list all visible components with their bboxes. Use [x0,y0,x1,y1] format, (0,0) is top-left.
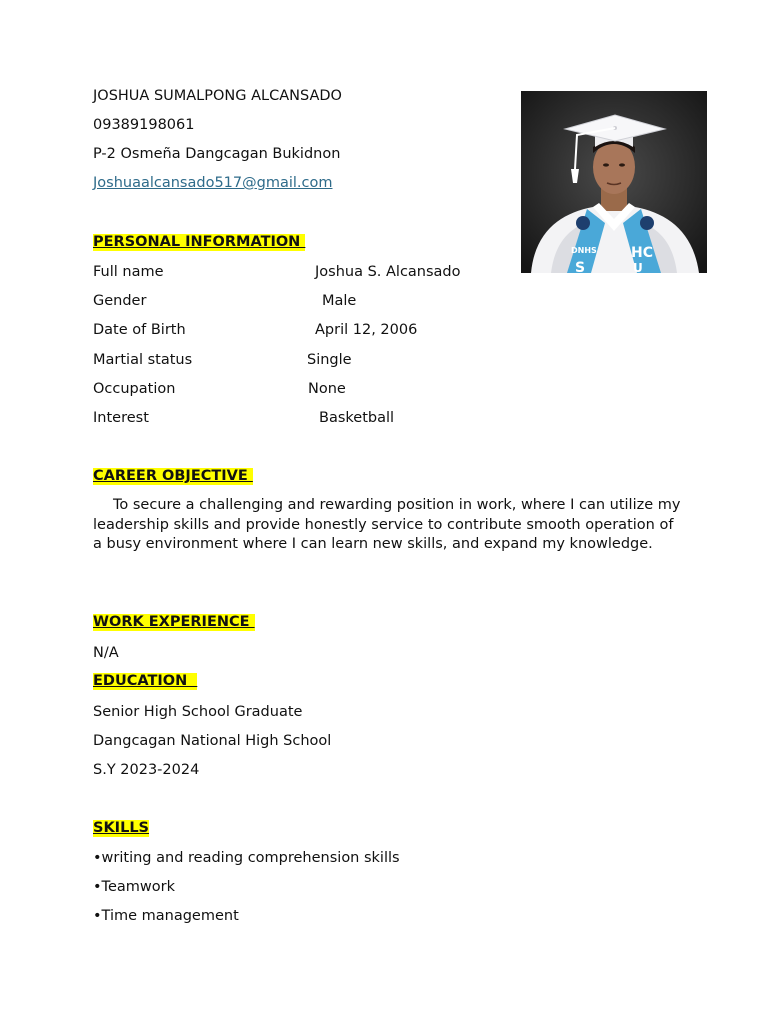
svg-text:U: U [633,261,643,273]
career-objective-text: To secure a challenging and rewarding position in work, where I can utilize my leadership skills and provide honestly service to contribute smooth operation of a busy environment where I can learn new skills, and expand my knowledge. [93,497,681,553]
profile-photo [521,91,707,273]
skills-heading: SKILLS [93,820,149,836]
phone-number: 09389198061 [93,117,195,133]
date-of-birth-value: April 12, 2006 [315,322,418,338]
applicant-name: JOSHUA SUMALPONG ALCANSADO [93,88,342,104]
gender-label: Gender [93,293,147,309]
graduation-portrait-photo-icon [521,91,707,273]
career-objective-heading: CAREER OBJECTIVE [93,468,253,484]
education-line: Senior High School Graduate [93,704,303,720]
education-line: Dangcagan National High School [93,733,332,749]
work-experience-text: N/A [93,645,119,661]
date-of-birth-label: Date of Birth [93,322,186,338]
skill-item: •Time management [93,908,239,924]
skill-item: •writing and reading comprehension skills [93,850,400,866]
occupation-value: None [308,381,346,397]
interest-value: Basketball [319,410,395,426]
svg-text:HC: HC [631,245,653,261]
svg-text:S: S [575,260,586,273]
marital-status-value: Single [307,352,352,368]
interest-label: Interest [93,410,149,426]
personal-information-heading: PERSONAL INFORMATION [93,234,306,250]
full-name-label: Full name [93,264,164,280]
education-line: S.Y 2023-2024 [93,762,200,778]
svg-text:DNHS: DNHS [571,246,597,255]
email-link[interactable]: Joshuaalcansado517@gmail.com [93,175,333,191]
education-heading: EDUCATION [93,673,198,689]
full-name-value: Joshua S. Alcansado [315,264,461,280]
work-experience-heading: WORK EXPERIENCE [93,614,255,630]
gender-value: Male [322,293,357,309]
address: P-2 Osmeña Dangcagan Bukidnon [93,146,341,162]
marital-status-label: Martial status [93,352,193,368]
skill-item: •Teamwork [93,879,175,895]
occupation-label: Occupation [93,381,176,397]
